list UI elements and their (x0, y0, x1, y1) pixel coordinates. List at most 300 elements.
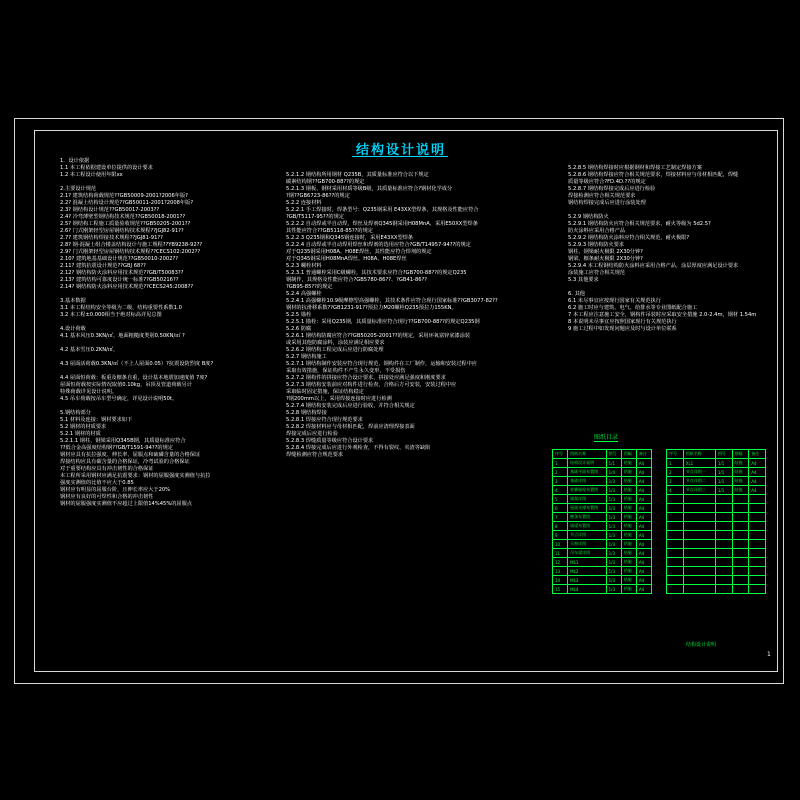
table-cell (715, 549, 732, 558)
note-line: 2.9? 门式刚架轻型房屋钢结构技术规程??CECS102:2002?? (60, 249, 201, 255)
table-cell: 1/3 (606, 495, 621, 504)
note-line: 3.1 本工程结构安全等级为二级，结构重要性系数1.0 (60, 305, 182, 311)
table-row (667, 486, 766, 495)
table-header-cell: 序号 (667, 450, 684, 459)
table-cell (749, 540, 766, 549)
note-line: 5.2.8.3 焊缝质量等级应符合设计要求 (286, 438, 374, 444)
table-cell (683, 567, 715, 576)
note-line: 5.2.8.4 焊接完成后应进行外观检查，不得有裂纹、夹渣等缺陷 (286, 445, 431, 451)
table-cell (749, 549, 766, 558)
note-line: 2.13? 建筑结构可靠度设计统一标准??GB50216?? (60, 277, 179, 283)
table-cell: 节点详图二 (683, 477, 715, 486)
note-line: 5.2.7.1 钢结构制作安装应符合现行规范，钢构件在工厂制作，运输和安装过程中应 (286, 361, 477, 367)
note-line: 4.1 基本风压0.3KN/㎡，地面粗糙度类别0.50KN/㎡ ? (60, 333, 185, 339)
table-cell: 1/3 (606, 531, 621, 540)
table-cell: 12 (553, 558, 568, 567)
table-cell (683, 495, 715, 504)
table-cell (683, 585, 715, 594)
table-row (553, 513, 652, 522)
note-line: 5.钢结构部分 (60, 410, 91, 416)
table-cell: 结施 (621, 522, 636, 531)
note-line (60, 291, 213, 298)
note-line: 4.设计荷载 (60, 326, 86, 332)
table-cell: 1/3 (606, 522, 621, 531)
note-line: 5.2.8.2 焊接材料应与母材相匹配，焊前应清理焊接表面 (286, 424, 415, 430)
note-line: 采取有效措施，保证构件不产生永久变形，不受损伤 (286, 368, 406, 374)
table-cell (732, 531, 749, 540)
note-line: 4.3 屋面活荷载0.3KN/㎡（不上人屋面0.05）?抗震设防烈度 B度? (60, 361, 214, 367)
table-row (553, 486, 652, 495)
note-line: 5.2.9 钢结构防火 (568, 214, 609, 220)
table-cell: 2 (553, 468, 568, 477)
table-cell: 结施 (621, 513, 636, 522)
table-header-row (553, 450, 652, 459)
note-line: 2.12? 钢结构防火涂料应用技术规范??GB/T50083?? (60, 270, 184, 276)
note-line: 焊接检测应符合相关规范要求 (568, 193, 636, 199)
note-line: 5.3 其他要求 (568, 277, 599, 283)
table-cell (732, 513, 749, 522)
table-cell (683, 522, 715, 531)
note-line: 6. 其他 (568, 291, 585, 297)
table-cell: A4 (749, 477, 766, 486)
note-line: 屋面恒荷载按实际情况取值0.10kg，吊顶及管道荷载另计 (60, 382, 192, 388)
note-line: 特殊荷载详见设计说明。 (60, 389, 118, 395)
table-cell: 结施 (732, 468, 749, 477)
note-line: 或采用其他防腐涂料，涂装应满足相应要求 (286, 340, 385, 346)
table-cell (683, 540, 715, 549)
note-line: 5.2.2 连接材料 (286, 200, 322, 206)
table-cell: 1/3 (606, 477, 621, 486)
table-cell: 1/1 (715, 477, 732, 486)
table-cell (667, 567, 684, 576)
note-line: 2.5? 钢结构工程施工质量验收规范??GB50205-2001?? (60, 221, 191, 227)
note-line: 1.1 本工程依据建设单位提供的设计要求 (60, 165, 153, 171)
note-line: 钢梁、檩条耐火极限 2X30分钟? (568, 256, 643, 262)
note-line: 3.2 本工程±0.000相当于绝对标高详见总图 (60, 312, 162, 318)
table-cell: 节点详图一 (683, 468, 715, 477)
table-cell: 吊车梁详图 (568, 549, 606, 558)
note-line: ?GB95-85??的规定 (286, 284, 333, 290)
table-cell: 4 (553, 486, 568, 495)
table-cell: 1/3 (606, 576, 621, 585)
table-cell (667, 549, 684, 558)
note-line: 钢材的屈服强度实测值不应超过上限值14%45%的屈服点 (60, 501, 192, 507)
note-line: 本工程所采用钢材应满足抗震要求：钢材的屈服强度实测值与抗拉 (60, 473, 211, 479)
note-line: 采取临时固定措施，保证结构稳定 (286, 389, 364, 395)
table-cell (715, 531, 732, 540)
note-line (60, 403, 213, 410)
table-cell (667, 504, 684, 513)
note-line: 钢柱、钢梁耐火极限 2X30分钟? (568, 249, 643, 255)
table-cell (732, 585, 749, 594)
table-row (553, 459, 652, 468)
table-cell: 结施 (621, 549, 636, 558)
table-cell: 15 (553, 585, 568, 594)
note-line: 2.2? 混凝土结构设计规范??GB50011-2001?2008年版? (60, 200, 194, 206)
table-cell: A4 (636, 504, 651, 513)
table-row (667, 567, 766, 576)
note-line: ?GB/T5117-95??的规定 (286, 214, 344, 220)
table-cell: A4 (636, 522, 651, 531)
note-line: 5.2.8.6 钢结构焊接应符合相关规范要求，焊接材料应与母材相匹配，焊缝 (568, 172, 739, 178)
table-cell (749, 585, 766, 594)
table-cell: 3 (667, 477, 684, 486)
drawing-index-table-right (666, 449, 766, 594)
note-line: 1.2 本工程设计使用年限xx (60, 172, 123, 178)
table-cell: 结施 (621, 567, 636, 576)
table-cell: 11 (553, 549, 568, 558)
table-cell: A4 (636, 495, 651, 504)
table-cell: XL1 (683, 459, 715, 468)
table-cell: 结施 (621, 459, 636, 468)
table-cell: 结施 (732, 486, 749, 495)
note-line: ?钢200mm以上，采用焊接连接时应进行检测 (286, 396, 392, 402)
table-cell: 4 (667, 486, 684, 495)
table-cell (749, 522, 766, 531)
note-line: 5.2.1.1 钢柱、钢梁采用Q345B钢，其质量标准应符合 (60, 438, 186, 444)
table-cell (715, 585, 732, 594)
table-row (667, 468, 766, 477)
table-cell: 1/3 (606, 540, 621, 549)
table-cell: ML2 (568, 567, 606, 576)
note-line: 8 本说明未尽事宜应按照国家现行有关规范执行 (568, 319, 677, 325)
note-line: 钢制作，其规格及性能应符合?GB5780-86??、?GB41-86?? (286, 277, 428, 283)
note-line: 5.2.9.3 钢结构防火要求 (568, 242, 625, 248)
table-cell: A4 (636, 477, 651, 486)
note-line (568, 207, 756, 214)
table-cell: 刚架详图 (568, 495, 606, 504)
table-row (553, 567, 652, 576)
table-cell: 1 (553, 459, 568, 468)
note-line: 2.4? 冷弯薄壁型钢结构技术规范??GB50018-2001?? (60, 214, 186, 220)
table-cell: A4 (636, 585, 651, 594)
table-row (667, 477, 766, 486)
note-line: 5.2.9.2 钢结构防火涂料应符合相关规范，耐火极限? (568, 235, 690, 241)
table-row (667, 531, 766, 540)
note-line (60, 368, 213, 375)
table-row (667, 549, 766, 558)
table-cell (667, 531, 684, 540)
table-cell: A4 (636, 513, 651, 522)
table-cell: 檩条布置图 (568, 513, 606, 522)
table-cell (683, 576, 715, 585)
table-cell (749, 558, 766, 567)
table-cell: 结施 (621, 585, 636, 594)
note-line: 对于Q235钢采用H08A、H08E焊丝，其性能应符合焊剂的规定 (286, 249, 432, 255)
note-line: 5.2.2.3 Q235钢和Q345钢连接时，采用E43XX型焊条 (286, 235, 414, 241)
note-line: 4.2 基本雪压0.2KN/㎡， (60, 347, 119, 353)
table-cell (683, 558, 715, 567)
table-row (667, 504, 766, 513)
note-line: 5.2.4 高强螺栓 (286, 291, 322, 297)
table-cell (732, 567, 749, 576)
note-line: 5.1 材料及连接：钢材要求如下 (60, 417, 133, 423)
table-row (553, 540, 652, 549)
note-line: 2.主要设计规范 (60, 186, 97, 192)
table-cell: 天窗详图 (568, 540, 606, 549)
table-cell (732, 522, 749, 531)
table-cell (683, 504, 715, 513)
table-row (553, 477, 652, 486)
table-cell: A4 (636, 540, 651, 549)
table-cell: 柱脚锚栓布置图 (568, 486, 606, 495)
table-cell: 结构设计说明 (568, 459, 606, 468)
note-line: 焊缝检测应符合规范要求 (286, 452, 344, 458)
page-number: 1 (767, 651, 771, 658)
table-cell: A4 (749, 468, 766, 477)
table-cell: A4 (636, 576, 651, 585)
note-line: 5.2.6 防腐 (286, 326, 312, 332)
table-cell (715, 504, 732, 513)
table-cell: 结施 (732, 459, 749, 468)
table-cell: ML1 (568, 558, 606, 567)
note-line: 防火涂料应采用合格产品 (568, 228, 626, 234)
table-cell (749, 495, 766, 504)
table-cell (683, 531, 715, 540)
table-cell (667, 558, 684, 567)
note-line: 钢材应有明显的屈服台阶，且伸长率应大于20% (60, 487, 171, 493)
table-header-cell: 序号 (553, 450, 568, 459)
note-line: 涂装施工应符合相关规范 (568, 270, 626, 276)
table-cell (732, 495, 749, 504)
table-cell (732, 549, 749, 558)
table-cell: 结施 (621, 486, 636, 495)
note-line: 5.2.1 钢材的材质 (60, 431, 101, 437)
table-cell: 6 (553, 504, 568, 513)
table-cell: A4 (636, 486, 651, 495)
note-line: 2.8? 钢-混凝土组合楼盖结构设计与施工规程??YB9238-92?? (60, 242, 203, 248)
note-line: 5.2 钢材的材质要求 (60, 424, 107, 430)
table-cell: 结施 (621, 558, 636, 567)
note-line: 5.2.7.2 钢构件的拼接应符合设计要求，拼接处应满足强度和刚度要求 (286, 375, 446, 381)
note-line: 焊接结构应具有碳含量的合格保证，冷弯试验的合格保证 (60, 459, 190, 465)
table-cell: 2 (667, 468, 684, 477)
table-cell: 1/1 (606, 459, 621, 468)
note-line (60, 340, 213, 347)
table-cell (749, 567, 766, 576)
note-line: 5.2.3 螺栓材料 (286, 263, 322, 269)
table-cell: 结施 (621, 576, 636, 585)
note-line: 钢材应具有抗拉强度、伸长率、屈服点和硫磷含量的合格保证 (60, 452, 201, 458)
note-line: ??低合金高强度结构钢??GB/T1591-94??的规定 (60, 445, 173, 451)
table-cell: A4 (636, 468, 651, 477)
table-header-cell: 图号 (606, 450, 621, 459)
table-header-cell: 图纸名称 (683, 450, 715, 459)
note-line: 钢结构焊接完成后应进行涂装处理 (568, 200, 646, 206)
note-line: 2.3? 钢结构设计规范??GB50017-2003?? (60, 207, 160, 213)
table-cell: 基础平面布置图 (568, 468, 606, 477)
note-line: 5.2.8.1 焊接应符合现行规范要求 (286, 417, 363, 423)
note-line: 5.2.8.7 钢结构焊接完成后应进行检验 (568, 186, 656, 192)
note-line: 强度实测值的比值不应大于0.85 (60, 480, 134, 486)
table-cell: A4 (636, 549, 651, 558)
title-underline (352, 156, 448, 157)
table-cell (715, 513, 732, 522)
table-cell: A4 (636, 558, 651, 567)
note-line: 5.2.8 钢结构焊接 (286, 410, 327, 416)
note-line: 2.10? 建筑地基基础设计规范??GB50010-2002?? (60, 256, 178, 262)
note-line: 5.2.7.3 钢结构安装前应对构件进行检查，合格后方可安装，安装过程中应 (286, 382, 457, 388)
table-cell: 1/3 (606, 549, 621, 558)
table-cell (667, 495, 684, 504)
table-cell (683, 513, 715, 522)
note-line: 5.2.6.2 钢结构工程完成后应进行防腐处理 (286, 347, 384, 353)
note-line: 钢材应有良好的可焊性和合格的冲击韧性 (60, 494, 154, 500)
note-line: 碳素结构钢??GB700-88??的规定 (286, 179, 365, 185)
table-row (553, 522, 652, 531)
table-row (553, 549, 652, 558)
table-cell: 基础详图 (568, 477, 606, 486)
note-line: 5.2.6.1 钢结构防腐应符合??GB50205-2001??的规定，采用环氧富锌底漆涂装 (286, 333, 471, 339)
column-left (60, 158, 213, 508)
table-cell: 1/1 (715, 486, 732, 495)
table-cell: 结施 (621, 531, 636, 540)
note-line: 2.6? 门式刚架轻型房屋钢结构技术规程??JGJ82-91?? (60, 228, 184, 234)
table-cell: 节点详图 (568, 531, 606, 540)
table-cell: 1/3 (606, 486, 621, 495)
note-line: 6.1 未尽事宜应按现行国家有关规范执行 (568, 298, 661, 304)
table-cell: 9 (553, 531, 568, 540)
table-cell: A4 (636, 567, 651, 576)
table-cell (667, 576, 684, 585)
table-row (667, 459, 766, 468)
table-row (553, 531, 652, 540)
table-cell (667, 513, 684, 522)
column-middle (286, 172, 498, 459)
table-cell (749, 504, 766, 513)
table-header-cell: 图幅 (732, 450, 749, 459)
table-cell: ML3 (568, 576, 606, 585)
note-line: 3.基本数据 (60, 298, 86, 304)
table-row (553, 576, 652, 585)
table-row (553, 585, 652, 594)
table-cell (732, 540, 749, 549)
note-line: 5.2.9.1 钢结构防火应符合相关规范要求，耐火等级为 5d2.5? (568, 221, 711, 227)
note-line: 7 本工程应注意施工安全，钢构件吊装时应采取安全措施 2.0-2.4m，钢材 1.54m (568, 312, 757, 318)
table-cell (715, 522, 732, 531)
table-cell: 8 (553, 522, 568, 531)
table-row (553, 504, 652, 513)
note-line: 5.2.3.1 普通螺栓采用C级螺栓，其技术要求应符合?GB700-88??的规定Q235 (286, 270, 467, 276)
table-cell: 7 (553, 513, 568, 522)
note-line: 对于重要结构应具有冲击韧性的合格保证 (60, 466, 154, 472)
table-cell: 1/3 (606, 504, 621, 513)
table-cell: 结施 (621, 540, 636, 549)
note-line: 5.2.2.1 手工焊接时，焊条型号：Q235钢采用 E43XX型焊条，其规格及性能应符合 (286, 207, 479, 213)
note-line (60, 319, 213, 326)
table-row (553, 468, 652, 477)
table-cell: 1/3 (606, 585, 621, 594)
table-row (667, 558, 766, 567)
table-row (667, 495, 766, 504)
table-cell: A4 (749, 459, 766, 468)
column-right (568, 165, 756, 333)
drawing-index-table-left (552, 449, 652, 594)
page-title: 结构设计说明 (356, 143, 447, 158)
note-line (568, 284, 756, 291)
table-cell: ML4 (568, 585, 606, 594)
table-row (667, 513, 766, 522)
table-row (553, 558, 652, 567)
table-cell: A4 (749, 486, 766, 495)
note-line: 4.4 屋面恒荷载：板重及檩条自重，设计基本地震加速度值 7度? (60, 375, 208, 381)
table-cell: 1/3 (606, 558, 621, 567)
note-line: 5.2.7.4 钢结构安装完成后应进行验收，并符合相关规定 (286, 403, 415, 409)
table-cell (683, 549, 715, 558)
table-header-cell: 图号 (715, 450, 732, 459)
note-line: 5.2.7 钢结构施工 (286, 354, 327, 360)
table-cell: 结施 (621, 504, 636, 513)
note-line: 2.1? 建筑结构荷载规范??GB50009-2001?2006年版? (60, 193, 188, 199)
table-cell (749, 576, 766, 585)
note-line: 1．设计依据 (60, 158, 90, 164)
table-row (553, 495, 652, 504)
table-row (667, 540, 766, 549)
table-cell (749, 531, 766, 540)
table-cell (667, 522, 684, 531)
table-cell: 屋面支撑布置图 (568, 504, 606, 513)
note-line: 5.2.1.2 钢结构所用钢材 Q235B，其质量标准应符合以下规定 (286, 172, 429, 178)
table-row (667, 576, 766, 585)
note-line (60, 354, 213, 361)
table-cell (667, 540, 684, 549)
table-cell: A4 (636, 531, 651, 540)
table-cell: 5 (553, 495, 568, 504)
table-cell: 节点详图三 (683, 486, 715, 495)
note-line (60, 179, 213, 186)
table-cell: 10 (553, 540, 568, 549)
table-cell: 1/3 (606, 567, 621, 576)
note-line: 5.2.8.5 钢结构焊接时应根据钢材和焊接工艺制定焊接方案 (568, 165, 702, 171)
table-cell (715, 540, 732, 549)
table-cell (715, 567, 732, 576)
table-cell: 结施 (621, 495, 636, 504)
note-line: 2.14? 钢结构防火涂料应用技术规范??CECS245:2008?? (60, 284, 194, 290)
table-cell: 1/1 (715, 468, 732, 477)
table-header-cell: 图纸名称 (568, 450, 606, 459)
table-cell: 1/3 (606, 513, 621, 522)
note-line: 5.2.5 锚栓 (286, 312, 312, 318)
note-line: 质量等级应符合?FD.4D.??的规定 (568, 179, 646, 185)
table-cell: 结施 (732, 477, 749, 486)
note-line: 钢材的抗滑移系数??GB1231-91??预拉力M20螺栓Q235预拉力155KN。 (286, 305, 457, 311)
table-row (667, 522, 766, 531)
note-line: 5.2.5.1 锚栓：采用Q235钢，其质量标准应符合现行??GB700-88??的规定Q235钢 (286, 319, 480, 325)
table-cell: 13 (553, 567, 568, 576)
table-cell (667, 585, 684, 594)
note-line: 4.5 吊车荷载按吊车型号确定，详见设计说明50t。 (60, 396, 178, 402)
note-line: ?钢??GB6723-86??的规定 (286, 193, 350, 199)
table-cell: 墙梁布置图 (568, 522, 606, 531)
table-cell: 结施 (621, 477, 636, 486)
note-line: 5.2.4.1 高强螺栓10.9级摩擦型高强螺栓，其技术条件应符合现行国家标准??GB3077-82?? (286, 298, 498, 304)
table-row (667, 585, 766, 594)
note-line: 2.7? 建筑钢结构焊接技术规程??JGJ81-91?? (60, 235, 163, 241)
note-line: 对于Q345钢采用H08MnA焊丝，H08A、H08E焊丝 (286, 256, 407, 262)
table-cell (749, 513, 766, 522)
table-cell: 3 (553, 477, 568, 486)
table-cell: A4 (636, 459, 651, 468)
table-cell: 1/4 (606, 468, 621, 477)
footer-label: 结构设计说明 (686, 642, 717, 648)
table-cell: 结施 (621, 468, 636, 477)
note-line: 9 施工过程中如发现问题应及时与设计单位联系 (568, 326, 677, 332)
note-line: 6.2 施工时应与建筑、电气、给排水等专业图纸配合施工 (568, 305, 698, 311)
table-cell: 1 (667, 459, 684, 468)
table-header-cell: 备注 (636, 450, 651, 459)
note-line: 5.2.2.4 自动焊或半自动焊用焊丝和焊剂的选用应符合?GB/T14957-94??的规定 (286, 242, 471, 248)
table-cell: 14 (553, 576, 568, 585)
